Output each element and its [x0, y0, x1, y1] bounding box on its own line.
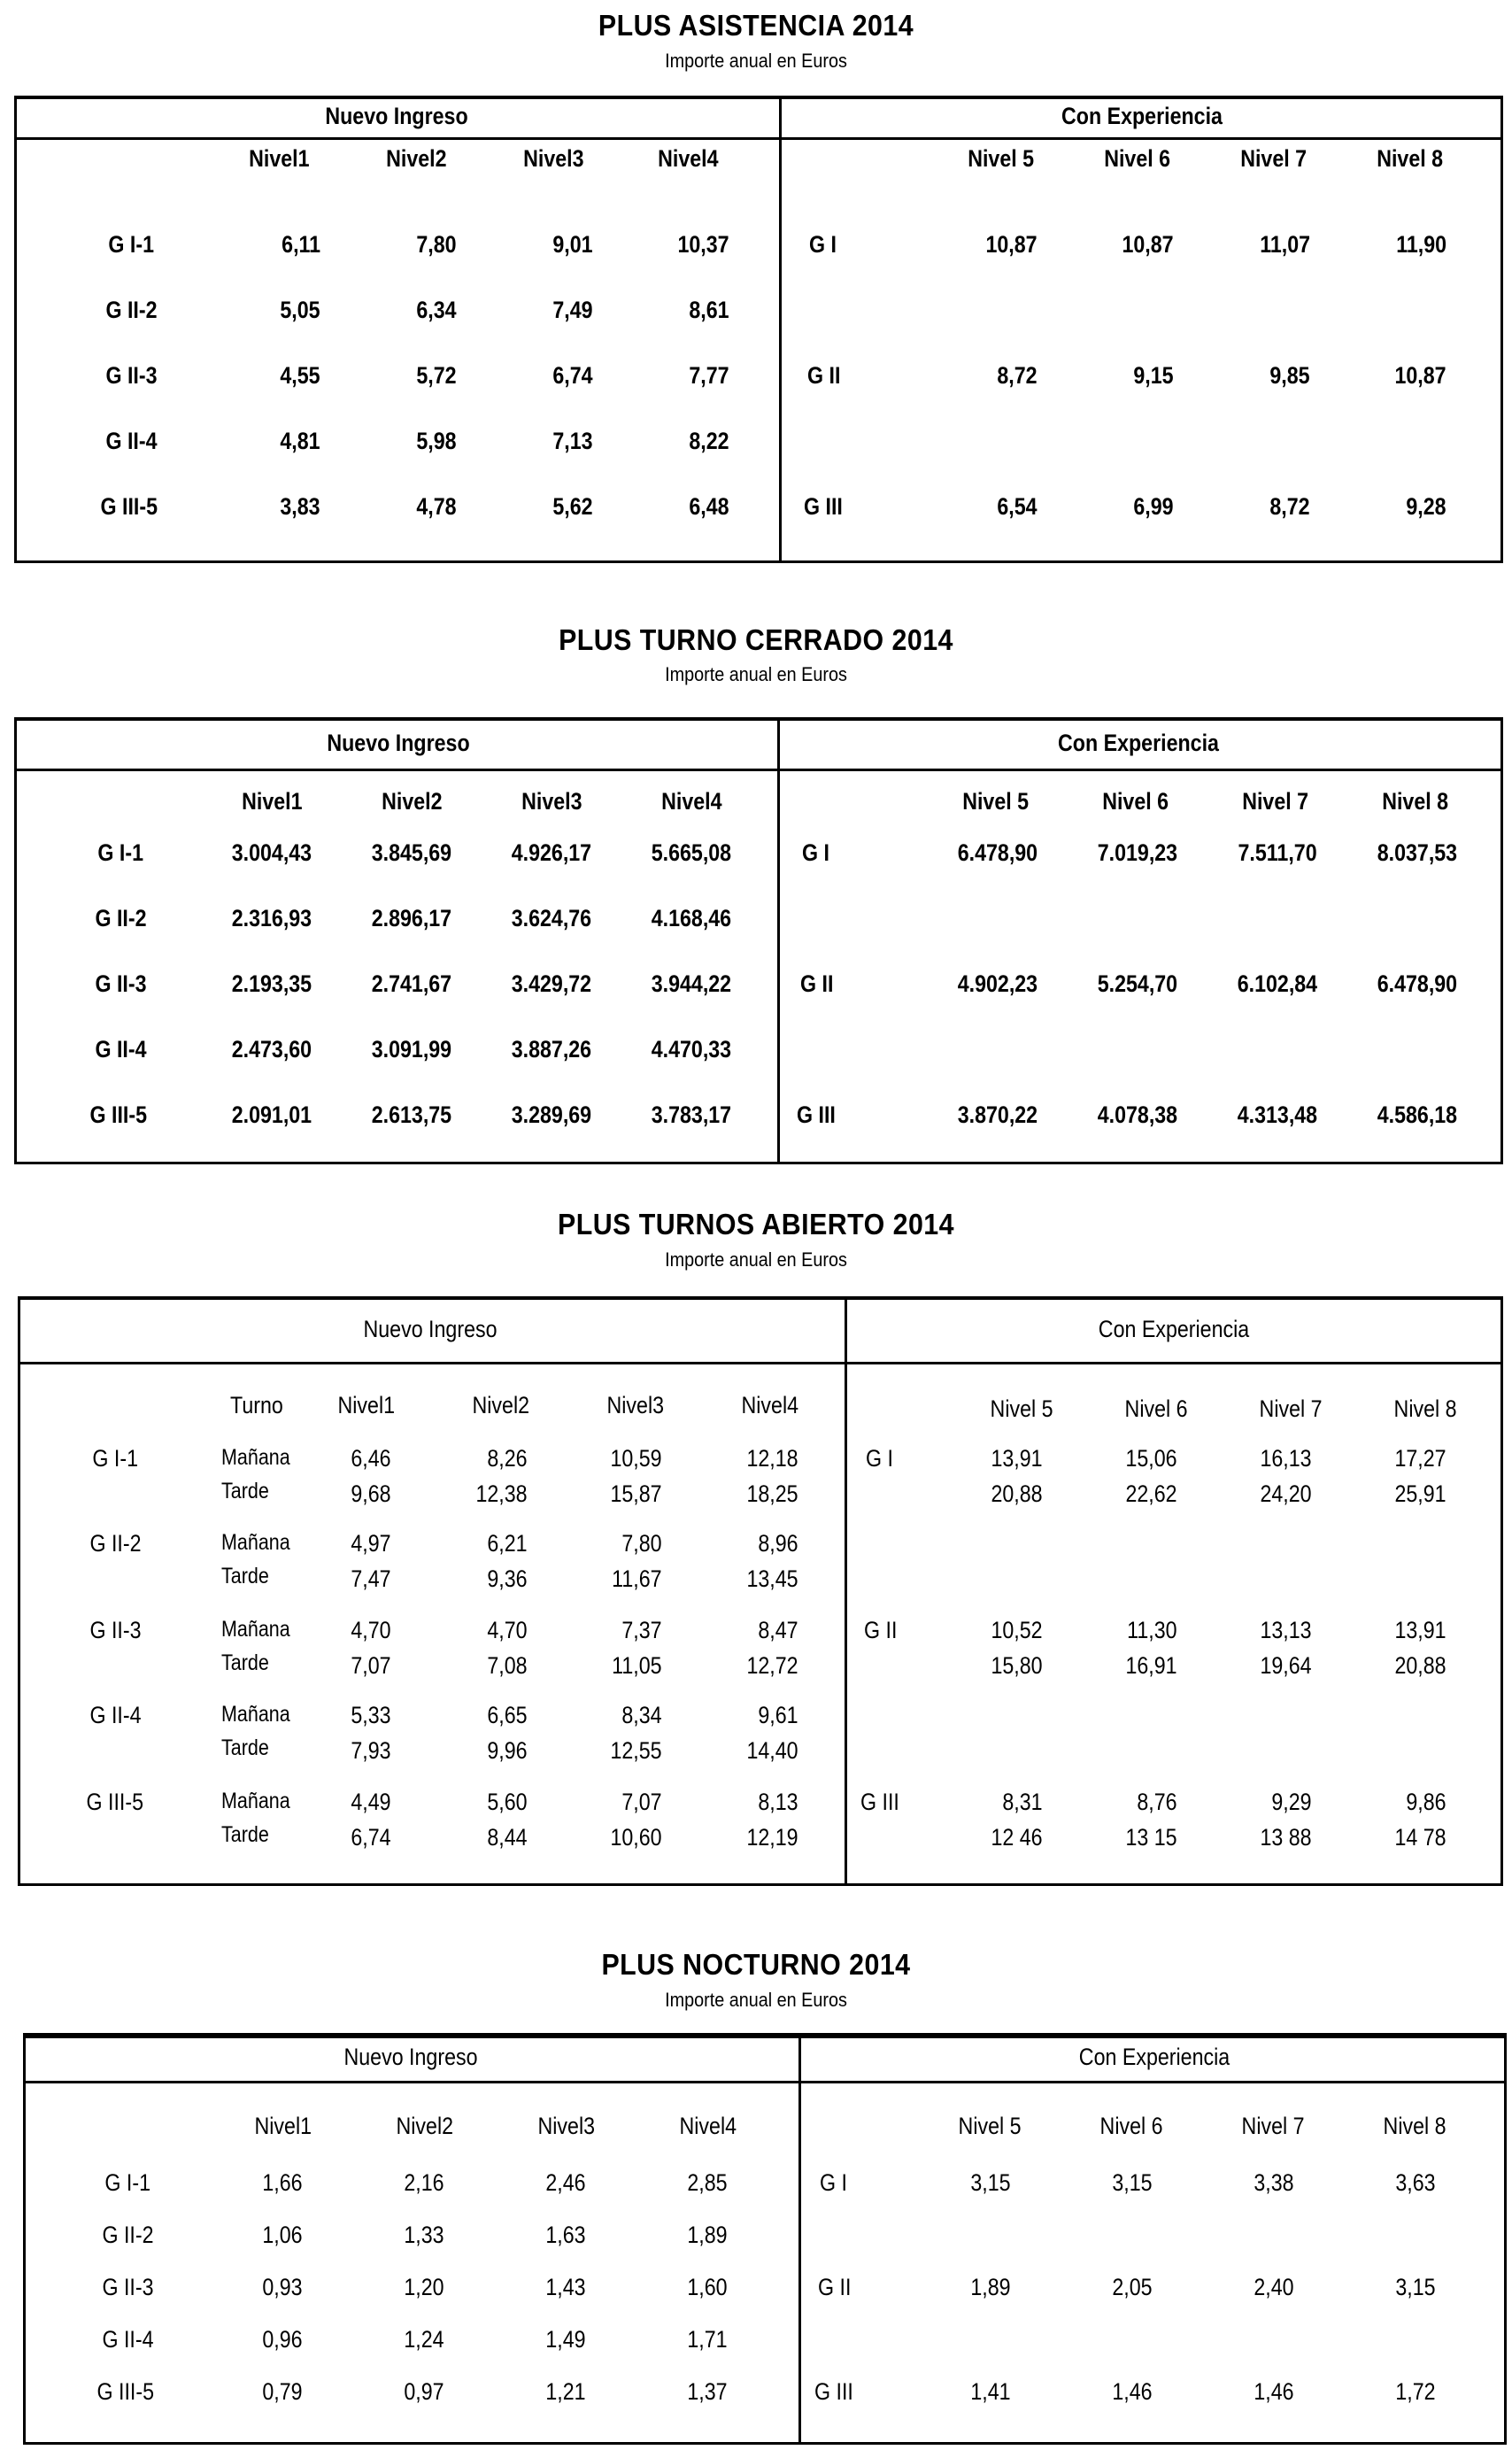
level-header: Nivel1 — [337, 1392, 395, 1418]
value-cell: 1,89 — [687, 2222, 728, 2248]
value-cell: 7,07 — [621, 1789, 662, 1815]
value-cell: 14 78 — [1394, 1824, 1446, 1851]
group-label: G I — [820, 2169, 847, 2196]
level-header: Nivel 6 — [1102, 788, 1169, 815]
value-cell: 4,70 — [487, 1617, 528, 1643]
value-cell: 3.004,43 — [231, 839, 312, 866]
value-cell: 13 15 — [1125, 1824, 1177, 1851]
level-header: Nivel1 — [242, 788, 303, 815]
level-header: Nivel 7 — [1242, 788, 1308, 815]
header-nuevo-ingreso: Nuevo Ingreso — [327, 730, 470, 756]
group-label: G II-4 — [105, 428, 158, 454]
column-divider — [798, 2033, 801, 2445]
value-cell: 1,71 — [687, 2326, 728, 2353]
value-cell: 6,48 — [689, 493, 729, 520]
value-cell: 2,85 — [687, 2169, 728, 2196]
value-cell: 13,91 — [991, 1445, 1043, 1472]
value-cell: 2.473,60 — [231, 1036, 312, 1063]
value-cell: 6,54 — [997, 493, 1038, 520]
value-cell: 1,24 — [404, 2326, 444, 2353]
value-cell: 11,90 — [1396, 231, 1446, 258]
value-cell: 1,46 — [1112, 2378, 1153, 2405]
value-cell: 2.613,75 — [371, 1101, 451, 1128]
value-cell: 9,01 — [552, 231, 593, 258]
value-cell: 25,91 — [1394, 1480, 1446, 1507]
value-cell: 6,46 — [351, 1445, 391, 1472]
value-cell: 5.665,08 — [651, 839, 731, 866]
value-cell: 14,40 — [746, 1737, 798, 1764]
section-plus-turnos-abierto — [0, 1195, 1512, 1895]
value-cell: 5,98 — [416, 428, 457, 454]
section-title: PLUS TURNOS ABIERTO 2014 — [557, 1208, 954, 1240]
value-cell: 13,91 — [1394, 1617, 1446, 1643]
value-cell: 13,13 — [1260, 1617, 1312, 1643]
group-label: G II-4 — [102, 2326, 154, 2353]
level-header: Nivel 8 — [1377, 145, 1443, 172]
value-cell: 3,63 — [1395, 2169, 1436, 2196]
group-label: G II-4 — [95, 1036, 147, 1063]
group-label: G II — [864, 1617, 898, 1643]
group-label: G III-5 — [96, 2378, 154, 2405]
level-header: Nivel 7 — [1242, 2113, 1305, 2139]
turno-label: Mañana — [221, 1530, 290, 1555]
header-con-experiencia: Con Experiencia — [1058, 730, 1219, 756]
value-cell: 3.091,99 — [371, 1036, 451, 1063]
value-cell: 5,33 — [351, 1702, 391, 1728]
level-header: Nivel 6 — [1104, 145, 1170, 172]
value-cell: 1,43 — [545, 2274, 586, 2300]
value-cell: 10,37 — [677, 231, 729, 258]
group-label: G II-2 — [89, 1530, 142, 1557]
value-cell: 4.926,17 — [511, 839, 591, 866]
value-cell: 6,74 — [552, 362, 593, 389]
value-cell: 3,15 — [970, 2169, 1011, 2196]
value-cell: 0,96 — [262, 2326, 303, 2353]
header-con-experiencia: Con Experiencia — [1098, 1316, 1250, 1342]
group-label: G II — [818, 2274, 852, 2300]
group-label: G III-5 — [89, 1101, 147, 1128]
header-divider — [23, 2081, 1507, 2083]
value-cell: 2,05 — [1112, 2274, 1153, 2300]
value-cell: 4,78 — [416, 493, 457, 520]
value-cell: 4,49 — [351, 1789, 391, 1815]
level-header: Nivel 7 — [1240, 145, 1307, 172]
value-cell: 7,49 — [552, 297, 593, 323]
value-cell: 10,59 — [610, 1445, 662, 1472]
turno-header: Turno — [230, 1392, 283, 1418]
value-cell: 0,93 — [262, 2274, 303, 2300]
value-cell: 1,63 — [545, 2222, 586, 2248]
value-cell: 8,13 — [758, 1789, 798, 1815]
value-cell: 9,28 — [1406, 493, 1446, 520]
level-header: Nivel 8 — [1382, 788, 1448, 815]
section-title: PLUS TURNO CERRADO 2014 — [559, 623, 953, 656]
level-header: Nivel 7 — [1260, 1395, 1323, 1422]
value-cell: 15,06 — [1125, 1445, 1177, 1472]
value-cell: 3.429,72 — [511, 970, 591, 997]
level-header: Nivel4 — [661, 788, 722, 815]
value-cell: 7.511,70 — [1238, 839, 1317, 866]
value-cell: 6,65 — [487, 1702, 528, 1728]
header-con-experiencia: Con Experiencia — [1078, 2044, 1230, 2070]
level-header: Nivel 8 — [1394, 1395, 1457, 1422]
group-label: G II-2 — [102, 2222, 154, 2248]
level-header: Nivel4 — [741, 1392, 798, 1418]
value-cell: 13 88 — [1260, 1824, 1312, 1851]
value-cell: 16,91 — [1125, 1652, 1177, 1679]
value-cell: 16,13 — [1260, 1445, 1312, 1472]
value-cell: 5,72 — [416, 362, 457, 389]
value-cell: 11,30 — [1127, 1617, 1177, 1643]
value-cell: 7,13 — [552, 428, 593, 454]
table-frame — [14, 717, 1503, 1164]
level-header: Nivel4 — [658, 145, 719, 172]
value-cell: 3.845,69 — [371, 839, 451, 866]
value-cell: 3.624,76 — [511, 905, 591, 931]
group-label: G II-3 — [102, 2274, 154, 2300]
level-header: Nivel2 — [382, 788, 443, 815]
value-cell: 7,08 — [487, 1652, 528, 1679]
group-label: G II-4 — [89, 1702, 142, 1728]
level-header: Nivel3 — [521, 788, 582, 815]
turno-label: Tarde — [221, 1822, 269, 1847]
value-cell: 4,97 — [351, 1530, 391, 1557]
group-label: G II — [800, 970, 834, 997]
value-cell: 4.902,23 — [957, 970, 1038, 997]
section-plus-asistencia — [0, 0, 1512, 567]
column-divider — [777, 717, 780, 1164]
value-cell: 2,40 — [1254, 2274, 1294, 2300]
value-cell: 7.019,23 — [1097, 839, 1177, 866]
value-cell: 9,29 — [1271, 1789, 1312, 1815]
header-con-experiencia: Con Experiencia — [1061, 103, 1223, 129]
group-label: G III — [860, 1789, 899, 1815]
value-cell: 6,99 — [1133, 493, 1174, 520]
section-subtitle: Importe anual en Euros — [665, 50, 847, 72]
value-cell: 8,76 — [1137, 1789, 1177, 1815]
value-cell: 12,55 — [610, 1737, 662, 1764]
value-cell: 7,37 — [621, 1617, 662, 1643]
group-label: G II — [807, 362, 841, 389]
level-header: Nivel3 — [523, 145, 584, 172]
value-cell: 8.037,53 — [1377, 839, 1457, 866]
value-cell: 10,87 — [985, 231, 1038, 258]
value-cell: 7,93 — [351, 1737, 391, 1764]
header-nuevo-ingreso: Nuevo Ingreso — [363, 1316, 498, 1342]
value-cell: 8,72 — [1269, 493, 1310, 520]
value-cell: 6,11 — [282, 231, 320, 258]
value-cell: 3.289,69 — [511, 1101, 591, 1128]
value-cell: 12,18 — [746, 1445, 798, 1472]
header-nuevo-ingreso: Nuevo Ingreso — [325, 103, 468, 129]
value-cell: 9,61 — [758, 1702, 798, 1728]
level-header: Nivel 6 — [1125, 1395, 1188, 1422]
level-header: Nivel 8 — [1384, 2113, 1446, 2139]
value-cell: 13,45 — [746, 1565, 798, 1592]
group-label: G I-1 — [104, 2169, 150, 2196]
group-label: G II-3 — [95, 970, 147, 997]
value-cell: 4,55 — [280, 362, 320, 389]
group-label: G I — [802, 839, 829, 866]
value-cell: 22,62 — [1125, 1480, 1177, 1507]
level-header: Nivel4 — [679, 2113, 737, 2139]
level-header: Nivel 5 — [991, 1395, 1053, 1422]
value-cell: 7,47 — [351, 1565, 391, 1592]
header-divider — [14, 769, 1503, 771]
value-cell: 12,19 — [746, 1824, 798, 1851]
value-cell: 12 46 — [991, 1824, 1043, 1851]
value-cell: 10,52 — [991, 1617, 1043, 1643]
group-label: G III-5 — [86, 1789, 143, 1815]
level-header: Nivel2 — [396, 2113, 453, 2139]
level-header: Nivel 6 — [1100, 2113, 1163, 2139]
turno-label: Tarde — [221, 1564, 269, 1588]
value-cell: 5.254,70 — [1097, 970, 1177, 997]
value-cell: 10,87 — [1122, 231, 1174, 258]
value-cell: 9,36 — [487, 1565, 528, 1592]
value-cell: 1,41 — [970, 2378, 1011, 2405]
value-cell: 2,46 — [545, 2169, 586, 2196]
value-cell: 2.741,67 — [371, 970, 451, 997]
turno-label: Tarde — [221, 1735, 269, 1760]
value-cell: 1,89 — [970, 2274, 1011, 2300]
header-nuevo-ingreso: Nuevo Ingreso — [343, 2044, 478, 2070]
value-cell: 24,20 — [1260, 1480, 1312, 1507]
value-cell: 4,81 — [280, 428, 320, 454]
value-cell: 8,44 — [487, 1824, 528, 1851]
section-plus-turno-cerrado — [0, 611, 1512, 1169]
value-cell: 6,21 — [487, 1530, 528, 1557]
value-cell: 3.944,22 — [651, 970, 731, 997]
value-cell: 5,05 — [280, 297, 320, 323]
value-cell: 8,96 — [758, 1530, 798, 1557]
column-divider — [845, 1296, 847, 1886]
value-cell: 4.313,48 — [1237, 1101, 1317, 1128]
value-cell: 6.478,90 — [1377, 970, 1457, 997]
value-cell: 8,26 — [487, 1445, 528, 1472]
turno-label: Tarde — [221, 1650, 269, 1675]
value-cell: 9,86 — [1406, 1789, 1446, 1815]
value-cell: 11,05 — [612, 1652, 662, 1679]
section-subtitle: Importe anual en Euros — [665, 663, 847, 685]
level-header: Nivel3 — [606, 1392, 664, 1418]
group-label: G I — [809, 231, 837, 258]
value-cell: 1,20 — [404, 2274, 444, 2300]
value-cell: 9,85 — [1269, 362, 1310, 389]
value-cell: 6.102,84 — [1237, 970, 1317, 997]
value-cell: 2,16 — [404, 2169, 444, 2196]
value-cell: 7,77 — [689, 362, 729, 389]
turno-label: Mañana — [221, 1789, 290, 1813]
value-cell: 2.193,35 — [231, 970, 312, 997]
value-cell: 20,88 — [991, 1480, 1043, 1507]
value-cell: 7,80 — [621, 1530, 662, 1557]
section-title: PLUS ASISTENCIA 2014 — [598, 9, 914, 42]
value-cell: 12,72 — [746, 1652, 798, 1679]
value-cell: 9,15 — [1133, 362, 1174, 389]
value-cell: 1,21 — [545, 2378, 586, 2405]
value-cell: 8,34 — [621, 1702, 662, 1728]
level-header: Nivel 5 — [959, 2113, 1022, 2139]
level-header: Nivel2 — [472, 1392, 529, 1418]
value-cell: 9,96 — [487, 1737, 528, 1764]
value-cell: 11,67 — [612, 1565, 662, 1592]
value-cell: 5,60 — [487, 1789, 528, 1815]
group-label: G I-1 — [92, 1445, 138, 1472]
value-cell: 3.783,17 — [651, 1101, 731, 1128]
value-cell: 2.316,93 — [231, 905, 312, 931]
section-title: PLUS NOCTURNO 2014 — [601, 1948, 911, 1981]
value-cell: 15,80 — [991, 1652, 1043, 1679]
value-cell: 4,70 — [351, 1617, 391, 1643]
level-header: Nivel1 — [249, 145, 310, 172]
value-cell: 2.896,17 — [371, 905, 451, 931]
value-cell: 1,37 — [687, 2378, 728, 2405]
value-cell: 1,72 — [1395, 2378, 1436, 2405]
group-label: G I-1 — [97, 839, 143, 866]
value-cell: 4.078,38 — [1097, 1101, 1177, 1128]
level-header: Nivel3 — [537, 2113, 595, 2139]
value-cell: 8,31 — [1002, 1789, 1043, 1815]
header-divider — [18, 1362, 1503, 1364]
group-label: G III — [804, 493, 843, 520]
section-plus-nocturno — [0, 1930, 1512, 2448]
value-cell: 18,25 — [746, 1480, 798, 1507]
value-cell: 10,87 — [1394, 362, 1446, 389]
group-label: G II-2 — [105, 297, 158, 323]
group-label: G III — [797, 1101, 836, 1128]
value-cell: 12,38 — [475, 1480, 528, 1507]
turno-label: Mañana — [221, 1445, 290, 1470]
value-cell: 15,87 — [610, 1480, 662, 1507]
group-label: G III-5 — [100, 493, 158, 520]
column-divider — [779, 96, 782, 563]
group-label: G II-2 — [95, 905, 147, 931]
group-label: G III — [814, 2378, 853, 2405]
value-cell: 19,64 — [1260, 1652, 1312, 1679]
value-cell: 0,97 — [404, 2378, 444, 2405]
group-label: G I-1 — [108, 231, 154, 258]
value-cell: 5,62 — [552, 493, 593, 520]
value-cell: 4.168,46 — [651, 905, 731, 931]
value-cell: 7,80 — [416, 231, 457, 258]
value-cell: 3,83 — [280, 493, 320, 520]
value-cell: 3,15 — [1112, 2169, 1153, 2196]
header-divider — [14, 137, 1503, 140]
value-cell: 8,22 — [689, 428, 729, 454]
value-cell: 3.887,26 — [511, 1036, 591, 1063]
value-cell: 6,74 — [351, 1824, 391, 1851]
group-label: G I — [866, 1445, 893, 1472]
level-header: Nivel 5 — [968, 145, 1034, 172]
value-cell: 8,47 — [758, 1617, 798, 1643]
value-cell: 1,46 — [1254, 2378, 1294, 2405]
group-label: G II-3 — [105, 362, 158, 389]
value-cell: 1,33 — [404, 2222, 444, 2248]
turno-label: Mañana — [221, 1702, 290, 1727]
group-label: G II-3 — [89, 1617, 142, 1643]
value-cell: 4.470,33 — [651, 1036, 731, 1063]
value-cell: 4.586,18 — [1377, 1101, 1457, 1128]
value-cell: 6.478,90 — [957, 839, 1038, 866]
value-cell: 1,06 — [262, 2222, 303, 2248]
level-header: Nivel2 — [386, 145, 447, 172]
value-cell: 6,34 — [416, 297, 457, 323]
value-cell: 8,61 — [689, 297, 729, 323]
level-header: Nivel 5 — [962, 788, 1029, 815]
value-cell: 9,68 — [351, 1480, 391, 1507]
value-cell: 2.091,01 — [231, 1101, 312, 1128]
section-subtitle: Importe anual en Euros — [665, 1989, 847, 2011]
value-cell: 3.870,22 — [957, 1101, 1038, 1128]
value-cell: 1,49 — [545, 2326, 586, 2353]
value-cell: 11,07 — [1260, 231, 1310, 258]
value-cell: 17,27 — [1394, 1445, 1446, 1472]
value-cell: 0,79 — [262, 2378, 303, 2405]
turno-label: Mañana — [221, 1617, 290, 1642]
value-cell: 20,88 — [1394, 1652, 1446, 1679]
value-cell: 10,60 — [610, 1824, 662, 1851]
level-header: Nivel1 — [254, 2113, 312, 2139]
turno-label: Tarde — [221, 1479, 269, 1503]
value-cell: 3,38 — [1254, 2169, 1294, 2196]
value-cell: 7,07 — [351, 1652, 391, 1679]
value-cell: 3,15 — [1395, 2274, 1436, 2300]
section-subtitle: Importe anual en Euros — [665, 1248, 847, 1271]
value-cell: 8,72 — [997, 362, 1038, 389]
value-cell: 1,66 — [262, 2169, 303, 2196]
value-cell: 1,60 — [687, 2274, 728, 2300]
